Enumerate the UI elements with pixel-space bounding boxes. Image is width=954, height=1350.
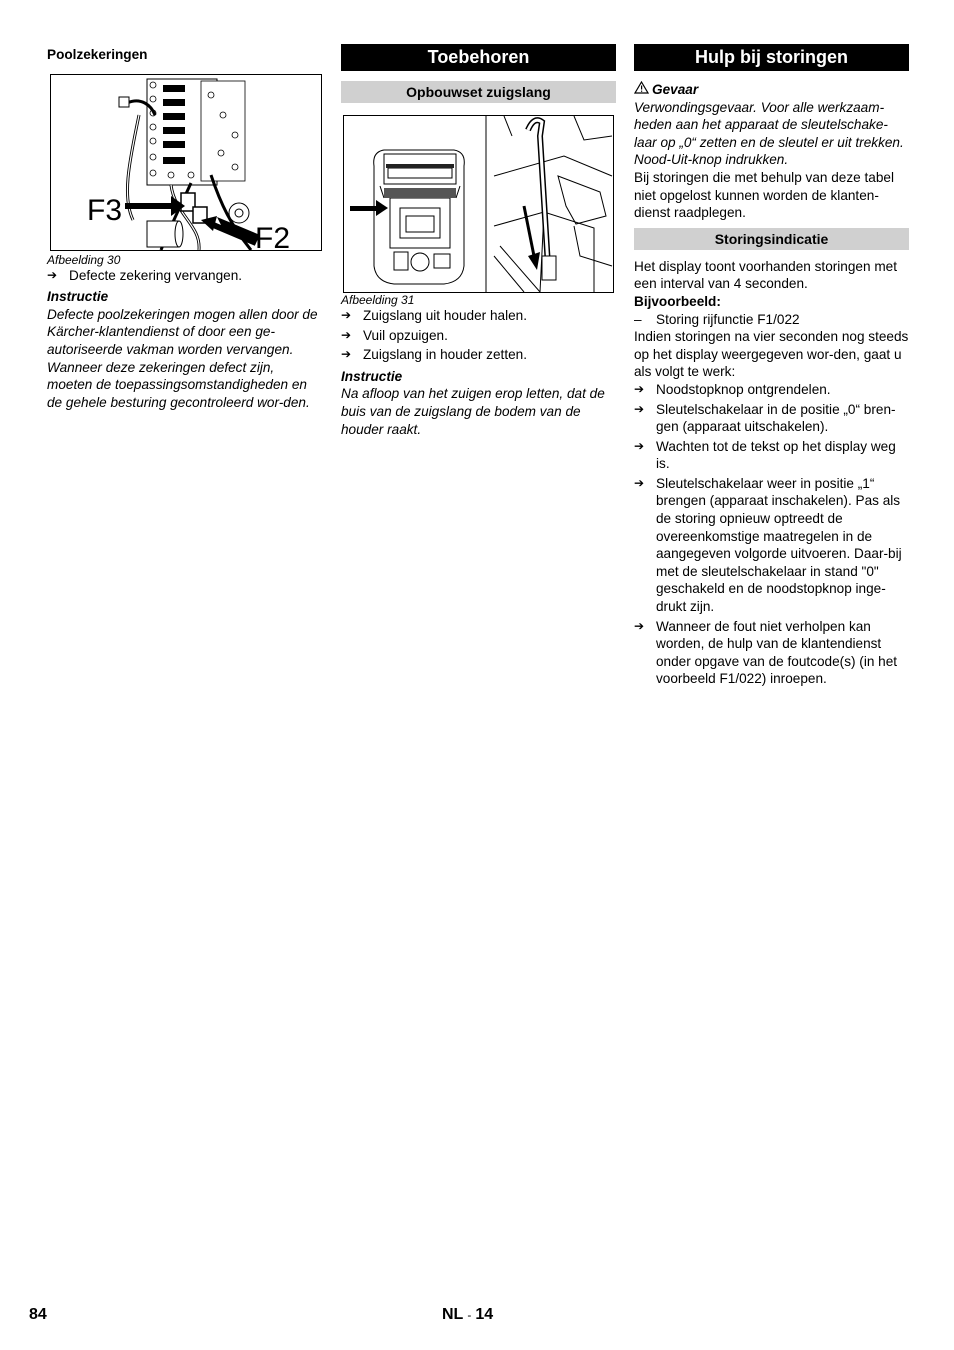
caption-figure-30: Afbeelding 30: [47, 252, 121, 267]
note-label-instructie: Instructie: [47, 289, 109, 305]
subsection-opbouwset-zuigslang: Opbouwset zuigslang: [341, 81, 616, 103]
arrow-right-icon: ➔: [634, 618, 645, 633]
intro-text: Bij storingen die met behulp van deze tabel niet opgelost kunnen worden de klanten-dienst raadplegen.: [634, 169, 894, 221]
section-title-toebehoren: Toebehoren: [341, 44, 616, 71]
arrow-right-icon: ➔: [47, 267, 58, 282]
caption-figure-31: Afbeelding 31: [341, 293, 415, 307]
page-number: 84: [29, 1306, 47, 1323]
language-code: NL: [442, 1306, 464, 1323]
note-text: Defecte poolzekeringen mogen allen door de Kärcher-klantendienst of door een ge-autoriseerde vakman worden vervangen. Wanneer deze zekeringen defect zijn, moeten de toepassingsomstandigheden en de gehele besturing gecontroleerd wor-den.: [47, 306, 318, 410]
step-text: Zuigslang uit houder halen.: [363, 308, 527, 323]
label-f3: F3: [87, 193, 123, 227]
heading-poolzekeringen: Poolzekeringen: [47, 47, 148, 62]
figure-suction-hose: [343, 115, 614, 293]
arrow-right-icon: ➔: [634, 475, 645, 490]
arrow-right-icon: ➔: [341, 347, 352, 362]
figure-fuses: [50, 74, 322, 251]
note-label-instructie: Instructie: [341, 368, 403, 384]
suction-hose-illustration: [344, 116, 613, 292]
note-text: Na afloop van het zuigen erop letten, dat de buis van de zuigslang de bodem van de houder raakt.: [341, 386, 605, 437]
label-f2: F2: [255, 221, 291, 250]
step-5: [634, 618, 909, 688]
step-1: [634, 381, 909, 399]
step-3: [634, 438, 909, 473]
step-text: Wanneer de fout niet verholpen kan worden, de hulp van de klantendienst onder opgave van de foutcode(s) (in het voorbeeld F1/022) inroepen.: [656, 618, 898, 687]
step-2: [341, 327, 616, 345]
warning-triangle-icon: [634, 81, 652, 99]
danger-heading: [634, 81, 909, 99]
subsection-storingsindicatie: Storingsindicatie: [634, 228, 909, 250]
step-text: Vuil opzuigen.: [363, 327, 448, 343]
column-right: [634, 44, 909, 689]
display-text: Het display toont voorhanden storingen met een interval van 4 seconden.: [634, 258, 897, 292]
separator: -: [467, 1308, 472, 1322]
after-text: Indien storingen na vier seconden nog steeds op het display weergegeven wor-den, gaat u als volgt te werk:: [634, 329, 909, 380]
step-text: Zuigslang in houder zetten.: [363, 347, 527, 363]
arrow-right-icon: ➔: [341, 327, 352, 342]
page-language-index: [442, 1306, 493, 1325]
example-item: – Storing rijfunctie F1/022: [634, 311, 800, 327]
section-title-hulp-bij-storingen: Hulp bij storingen: [634, 44, 909, 71]
column-left: [47, 46, 320, 411]
arrow-right-icon: ➔: [341, 308, 352, 322]
step-replace-fuse: [47, 267, 320, 285]
step-text: Wachten tot de tekst op het display weg is.: [656, 438, 896, 472]
step-text: Sleutelschakelaar weer in positie „1“ brengen (apparaat inschakelen). Pas als de storing opnieuw optreedt de overeenkomstige maatregelen in de aangegeven volgorde uitvoeren. Daar-bij met de sleutelschakelaar in stand "0" geschakeld en de noodstopknop inge-drukt zijn.: [656, 475, 902, 615]
step-1: [341, 307, 616, 325]
danger-text: Verwondingsgevaar. Voor alle werkzaam-heden aan het apparaat de sleutelschake-laar op „0“ zetten en de sleutel er uit trekken. Nood-Uit-knop indrukken.: [634, 99, 904, 168]
sub-page-number: 14: [475, 1306, 494, 1323]
fuse-illustration: [51, 75, 321, 250]
arrow-right-icon: ➔: [634, 401, 645, 416]
step-text: Noodstopknop ontgrendelen.: [656, 381, 831, 397]
example-item-text: Storing rijfunctie F1/022: [656, 311, 800, 327]
step-4: [634, 475, 909, 616]
example-label: Bijvoorbeeld:: [634, 293, 721, 309]
step-text: Sleutelschakelaar in de positie „0“ bren-gen (apparaat uitschakelen).: [656, 401, 896, 435]
step-text: Defecte zekering vervangen.: [69, 267, 243, 283]
step-2: [634, 401, 909, 436]
column-middle: [341, 44, 616, 438]
danger-label: Gevaar: [652, 82, 699, 97]
arrow-right-icon: ➔: [634, 438, 645, 453]
step-3: [341, 346, 616, 364]
arrow-right-icon: ➔: [634, 381, 645, 396]
